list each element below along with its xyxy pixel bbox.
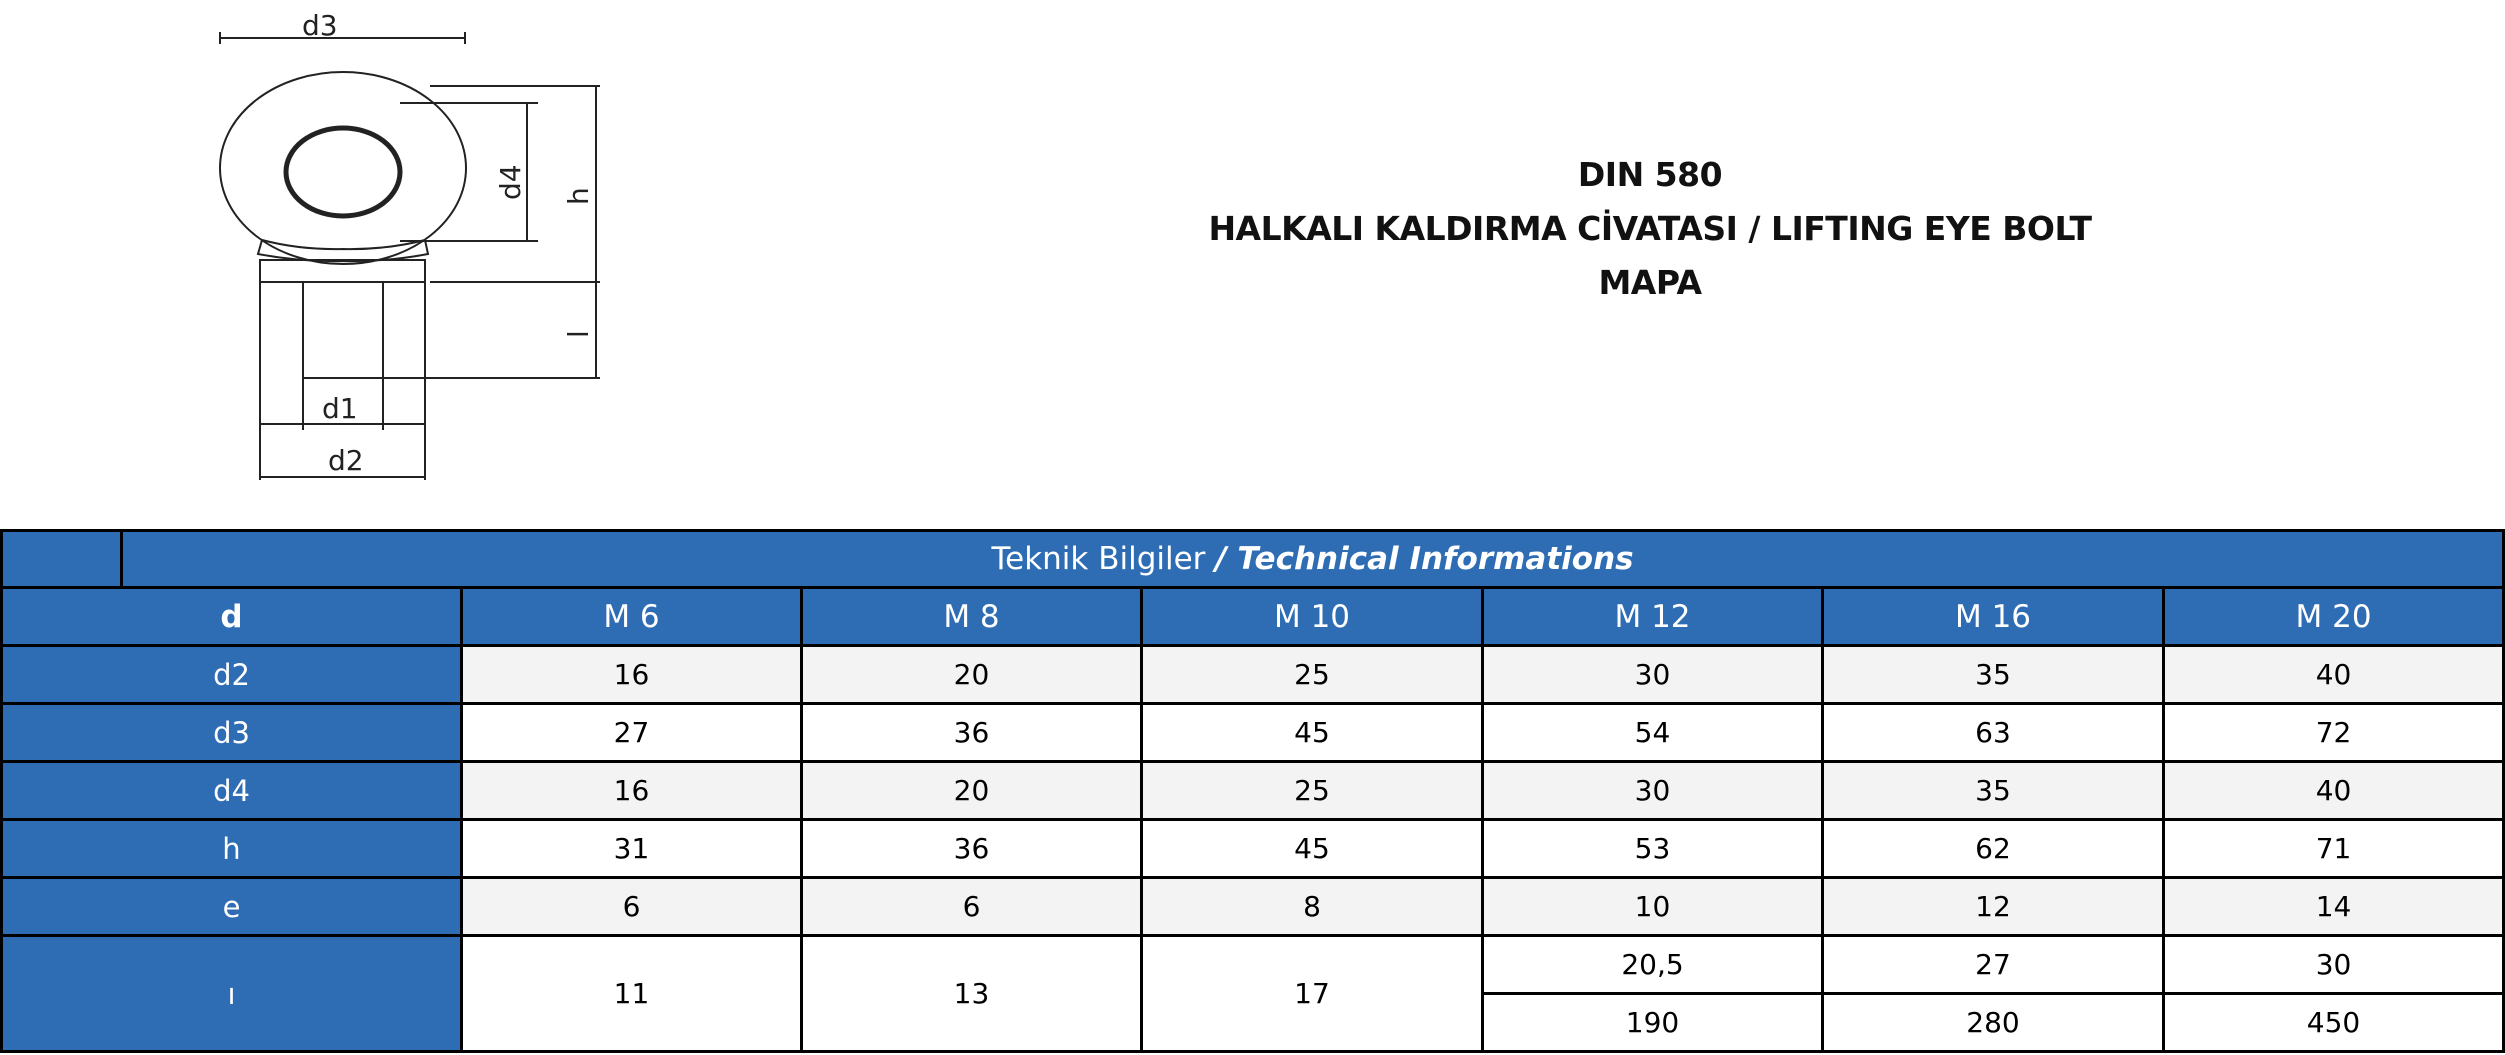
dim-label-d3: d3 [302, 10, 338, 42]
technical-specs-table [0, 529, 2505, 1053]
value-cell: 14 [2164, 878, 2504, 936]
row-label: h [2, 820, 462, 878]
size-cell: M 8 [802, 588, 1142, 646]
header-tr-text: Teknik Bilgiler [991, 541, 1206, 577]
value-cell: 35 [1823, 646, 2164, 704]
value-cell: 20 [802, 646, 1142, 704]
value-cell: 8 [1142, 878, 1483, 936]
value-cell: 45 [1142, 704, 1483, 762]
value-cell: 17 [1142, 936, 1483, 1052]
value-cell: 13 [802, 936, 1142, 1052]
table-row [2, 878, 2504, 936]
product-subtitle: MAPA [1598, 263, 1702, 302]
size-cell: M 20 [2164, 588, 2504, 646]
eye-inner-hole [286, 128, 400, 216]
value-cell: 54 [1483, 704, 1823, 762]
table-row [2, 936, 2504, 994]
bolt-collar [258, 240, 428, 261]
value-cell: 20,5 [1483, 936, 1823, 994]
dim-label-l: l [562, 330, 595, 338]
value-cell: 16 [462, 646, 802, 704]
dim-label-h: h [562, 187, 595, 205]
value-cell: 30 [2164, 936, 2504, 994]
value-cell: 11 [462, 936, 802, 1052]
value-cell: 72 [2164, 704, 2504, 762]
value-cell: 6 [802, 878, 1142, 936]
value-cell: 27 [462, 704, 802, 762]
value-cell: 10 [1483, 878, 1823, 936]
value-cell: 25 [1142, 762, 1483, 820]
table-row [2, 704, 2504, 762]
value-cell: 190 [1483, 994, 1823, 1052]
value-cell: 62 [1823, 820, 2164, 878]
value-cell: 12 [1823, 878, 2164, 936]
value-cell: 30 [1483, 646, 1823, 704]
table-row [2, 762, 2504, 820]
row-label: d2 [2, 646, 462, 704]
value-cell: 71 [2164, 820, 2504, 878]
value-cell: 31 [462, 820, 802, 878]
eye-bolt-drawing [180, 10, 640, 490]
value-cell: 40 [2164, 646, 2504, 704]
value-cell: 30 [1483, 762, 1823, 820]
value-cell: 45 [1142, 820, 1483, 878]
table-row [2, 646, 2504, 704]
value-cell: 16 [462, 762, 802, 820]
header-corner-cell [2, 531, 122, 588]
value-cell: 25 [1142, 646, 1483, 704]
dim-label-d2: d2 [328, 444, 364, 477]
value-cell: 280 [1823, 994, 2164, 1052]
value-cell: 63 [1823, 704, 2164, 762]
bolt-thread [303, 282, 383, 378]
product-name: HALKALI KALDIRMA CİVATASI / LIFTING EYE BOLT [1208, 209, 2092, 248]
row-label: ı [2, 936, 462, 1052]
value-cell: 53 [1483, 820, 1823, 878]
header-en-text: / Technical Informations [1215, 541, 1634, 577]
dim-label-d4: d4 [494, 164, 527, 200]
size-cell: M 6 [462, 588, 802, 646]
value-cell: 6 [462, 878, 802, 936]
table-header [122, 531, 2504, 588]
table-row [2, 820, 2504, 878]
dim-label-d1: d1 [322, 392, 358, 425]
d-header-cell: d [2, 588, 462, 646]
eye-outer-ring [220, 72, 466, 264]
row-label: e [2, 878, 462, 936]
value-cell: 35 [1823, 762, 2164, 820]
value-cell: 27 [1823, 936, 2164, 994]
size-header-row [2, 588, 2504, 646]
standard-number: DIN 580 [1577, 155, 1723, 194]
size-cell: M 16 [1823, 588, 2164, 646]
value-cell: 450 [2164, 994, 2504, 1052]
row-label: d4 [2, 762, 462, 820]
size-cell: M 12 [1483, 588, 1823, 646]
value-cell: 40 [2164, 762, 2504, 820]
value-cell: 36 [802, 820, 1142, 878]
title-block [1080, 148, 2220, 310]
size-cell: M 10 [1142, 588, 1483, 646]
value-cell: 36 [802, 704, 1142, 762]
value-cell: 20 [802, 762, 1142, 820]
row-label: d3 [2, 704, 462, 762]
